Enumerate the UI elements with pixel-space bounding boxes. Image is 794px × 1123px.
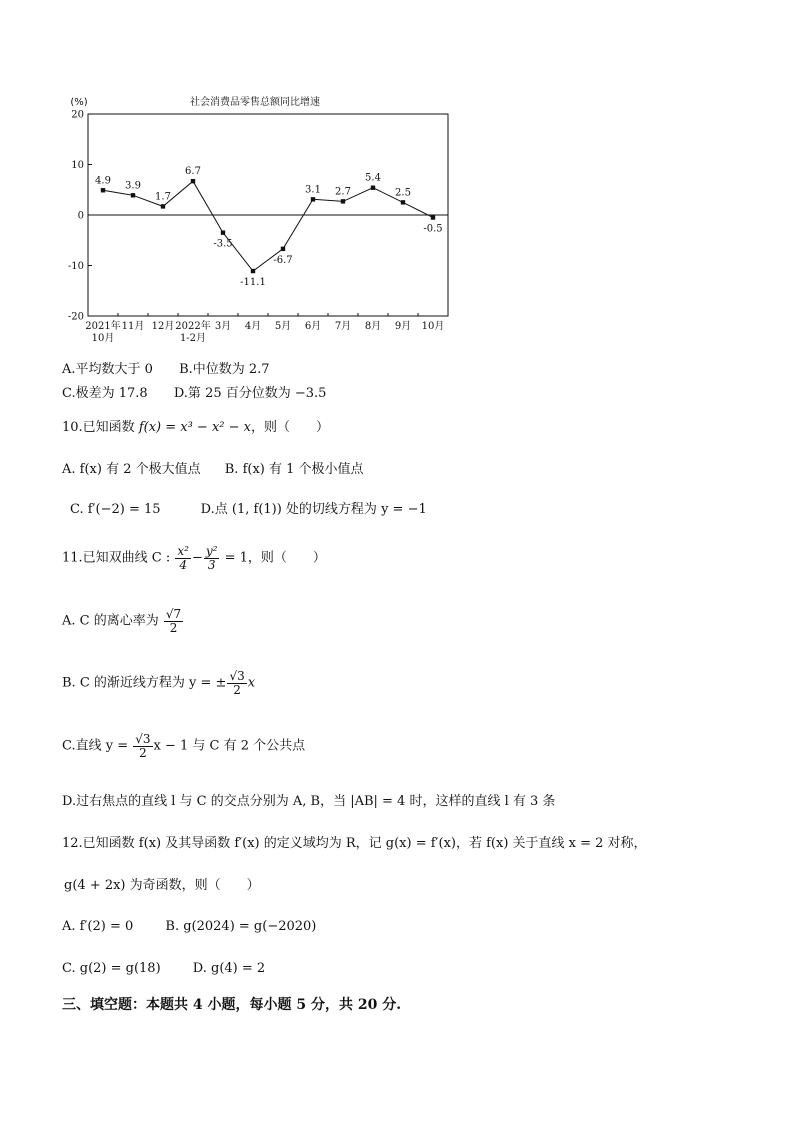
q11-option-b-text: B. C 的渐近线方程为 y = ± [62, 675, 227, 691]
series-line [103, 181, 433, 271]
q9-option-b[interactable]: B.中位数为 2.7 [179, 362, 270, 377]
q10-option-d[interactable]: D.点 (1, f(1)) 处的切线方程为 y = −1 [200, 502, 427, 517]
q11-option-b-fraction [227, 670, 246, 696]
data-label: -11.1 [240, 277, 266, 289]
q11-option-a-numerator: √7 [165, 607, 182, 621]
q11-option-a-denominator: 2 [164, 621, 183, 635]
q11-x-denominator: 4 [175, 558, 191, 572]
q9-options-row2 [62, 386, 326, 402]
data-label: 2.7 [335, 186, 351, 198]
data-point [101, 188, 105, 192]
x-tick-label: 11月 [121, 321, 145, 332]
data-point [131, 193, 135, 197]
chart-title: 社会消费品零售总额同比增速 [190, 97, 320, 108]
q11-option-c-denominator: 2 [133, 746, 152, 760]
q11-minus: − [191, 550, 203, 566]
y-axis-unit: (%) [70, 97, 88, 108]
x-tick-label: 2021年 [85, 321, 121, 332]
data-label: 3.9 [125, 180, 141, 192]
q10-stem-prefix: 10.已知函数 [62, 420, 139, 435]
q11-y-fraction [204, 545, 220, 571]
q11-y-denominator: 3 [204, 558, 220, 572]
q10-option-c[interactable]: C. f′(−2) = 15 [70, 502, 161, 517]
data-label: 2.5 [395, 187, 411, 199]
q11-x-fraction [175, 545, 191, 571]
q11-option-c-fraction [133, 733, 152, 759]
q9-option-d[interactable]: D.第 25 百分位数为 −3.5 [173, 386, 327, 401]
data-label: 5.4 [365, 172, 381, 184]
q10-option-a[interactable]: A. f(x) 有 2 个极大值点 [62, 462, 201, 477]
retail-sales-growth-chart [55, 90, 455, 355]
q12-options-row2 [62, 961, 265, 977]
x-tick-label: 10月 [421, 321, 445, 332]
q11-option-c-text: C.直线 y = [62, 738, 133, 754]
q11-option-a-text: A. C 的离心率为 [62, 613, 163, 629]
data-label: -6.7 [273, 254, 293, 266]
x-tick-label: 12月 [151, 321, 175, 332]
q11-option-a-fraction [164, 608, 183, 634]
q11-stem-suffix: = 1，则（ ） [220, 550, 326, 566]
x-tick-label: 8月 [364, 321, 382, 332]
x-tick-label: 5月 [274, 321, 292, 332]
x-tick-label: 4月 [244, 321, 262, 332]
data-label: 1.7 [155, 191, 171, 203]
q10-option-b[interactable]: B. f(x) 有 1 个极小值点 [224, 462, 364, 477]
q11-stem-prefix: 11.已知双曲线 C : [62, 550, 175, 566]
x-tick-label: 2022年 [175, 321, 211, 332]
data-point [431, 215, 435, 219]
x-tick-label: 7月 [334, 321, 352, 332]
q12-options-row1 [62, 919, 316, 935]
y-tick-label: -20 [67, 311, 84, 323]
q9-options-row1 [62, 362, 270, 378]
y-tick-label: 10 [71, 160, 84, 171]
q12-option-d[interactable]: D. g(4) = 2 [192, 961, 266, 976]
data-label: 3.1 [305, 184, 321, 196]
data-label: 6.7 [185, 166, 201, 178]
data-point [311, 197, 315, 201]
q11-option-b[interactable] [62, 670, 255, 696]
q11-x-numerator: x² [177, 544, 189, 558]
q9-option-a[interactable]: A.平均数大于 0 [62, 362, 153, 377]
data-point [401, 200, 405, 204]
q12-stem-line1: 12.已知函数 f(x) 及其导函数 f′(x) 的定义域均为 R，记 g(x) = f′(x)，若 f(x) 关于直线 x = 2 对称， [62, 836, 647, 851]
q9-option-c[interactable]: C.极差为 17.8 [62, 386, 148, 401]
q12-option-a[interactable]: A. f′(2) = 0 [62, 919, 134, 934]
data-label: -3.5 [213, 238, 233, 250]
q11-option-c-numerator: √3 [135, 732, 151, 746]
data-point [251, 269, 255, 273]
data-point [221, 230, 225, 234]
q11-option-b-numerator: √3 [229, 669, 245, 683]
data-label: -0.5 [423, 223, 443, 235]
q11-option-c-suffix: x − 1 与 C 有 2 个公共点 [153, 738, 306, 754]
data-point [191, 179, 195, 183]
q12-stem-line2: g(4 + 2x) 为奇函数，则（ ） [64, 878, 260, 893]
q11-option-b-denominator: 2 [227, 683, 246, 697]
data-label: 4.9 [95, 175, 111, 187]
q11-option-d[interactable]: D.过右焦点的直线 l 与 C 的交点分别为 A, B，当 |AB| = 4 时，这样的直线 l 有 3 条 [62, 794, 556, 809]
data-point [161, 204, 165, 208]
y-tick-label: 20 [71, 109, 84, 121]
data-point [281, 247, 285, 251]
data-point [341, 199, 345, 203]
y-tick-label: -10 [67, 261, 84, 272]
x-tick-label: 3月 [214, 321, 232, 332]
y-tick-label: 0 [77, 210, 84, 222]
chart-svg [55, 90, 455, 355]
q11-y-numerator: y² [205, 544, 218, 558]
x-tick-label: 9月 [394, 321, 412, 332]
plot-area [68, 110, 448, 345]
q10-options-row2 [70, 502, 427, 518]
q11-stem [62, 545, 326, 571]
q12-option-b[interactable]: B. g(2024) = g(−2020) [165, 919, 317, 934]
x-tick-label: 1-2月 [179, 333, 207, 344]
data-point [371, 186, 375, 190]
x-tick-label: 10月 [91, 333, 115, 344]
q10-stem-suffix: ，则（ ） [251, 420, 330, 435]
q10-options-row1 [62, 462, 364, 478]
q11-option-a[interactable] [62, 608, 184, 634]
section-3-heading: 三、填空题：本题共 4 小题，每小题 5 分，共 20 分. [62, 997, 402, 1013]
q10-stem [62, 420, 329, 436]
q11-option-c[interactable] [62, 733, 305, 759]
q10-function: f(x) = x³ − x² − x [138, 420, 251, 435]
q12-option-c[interactable]: C. g(2) = g(18) [62, 961, 161, 976]
q11-option-b-suffix: x [247, 675, 256, 691]
x-tick-label: 6月 [304, 321, 322, 332]
